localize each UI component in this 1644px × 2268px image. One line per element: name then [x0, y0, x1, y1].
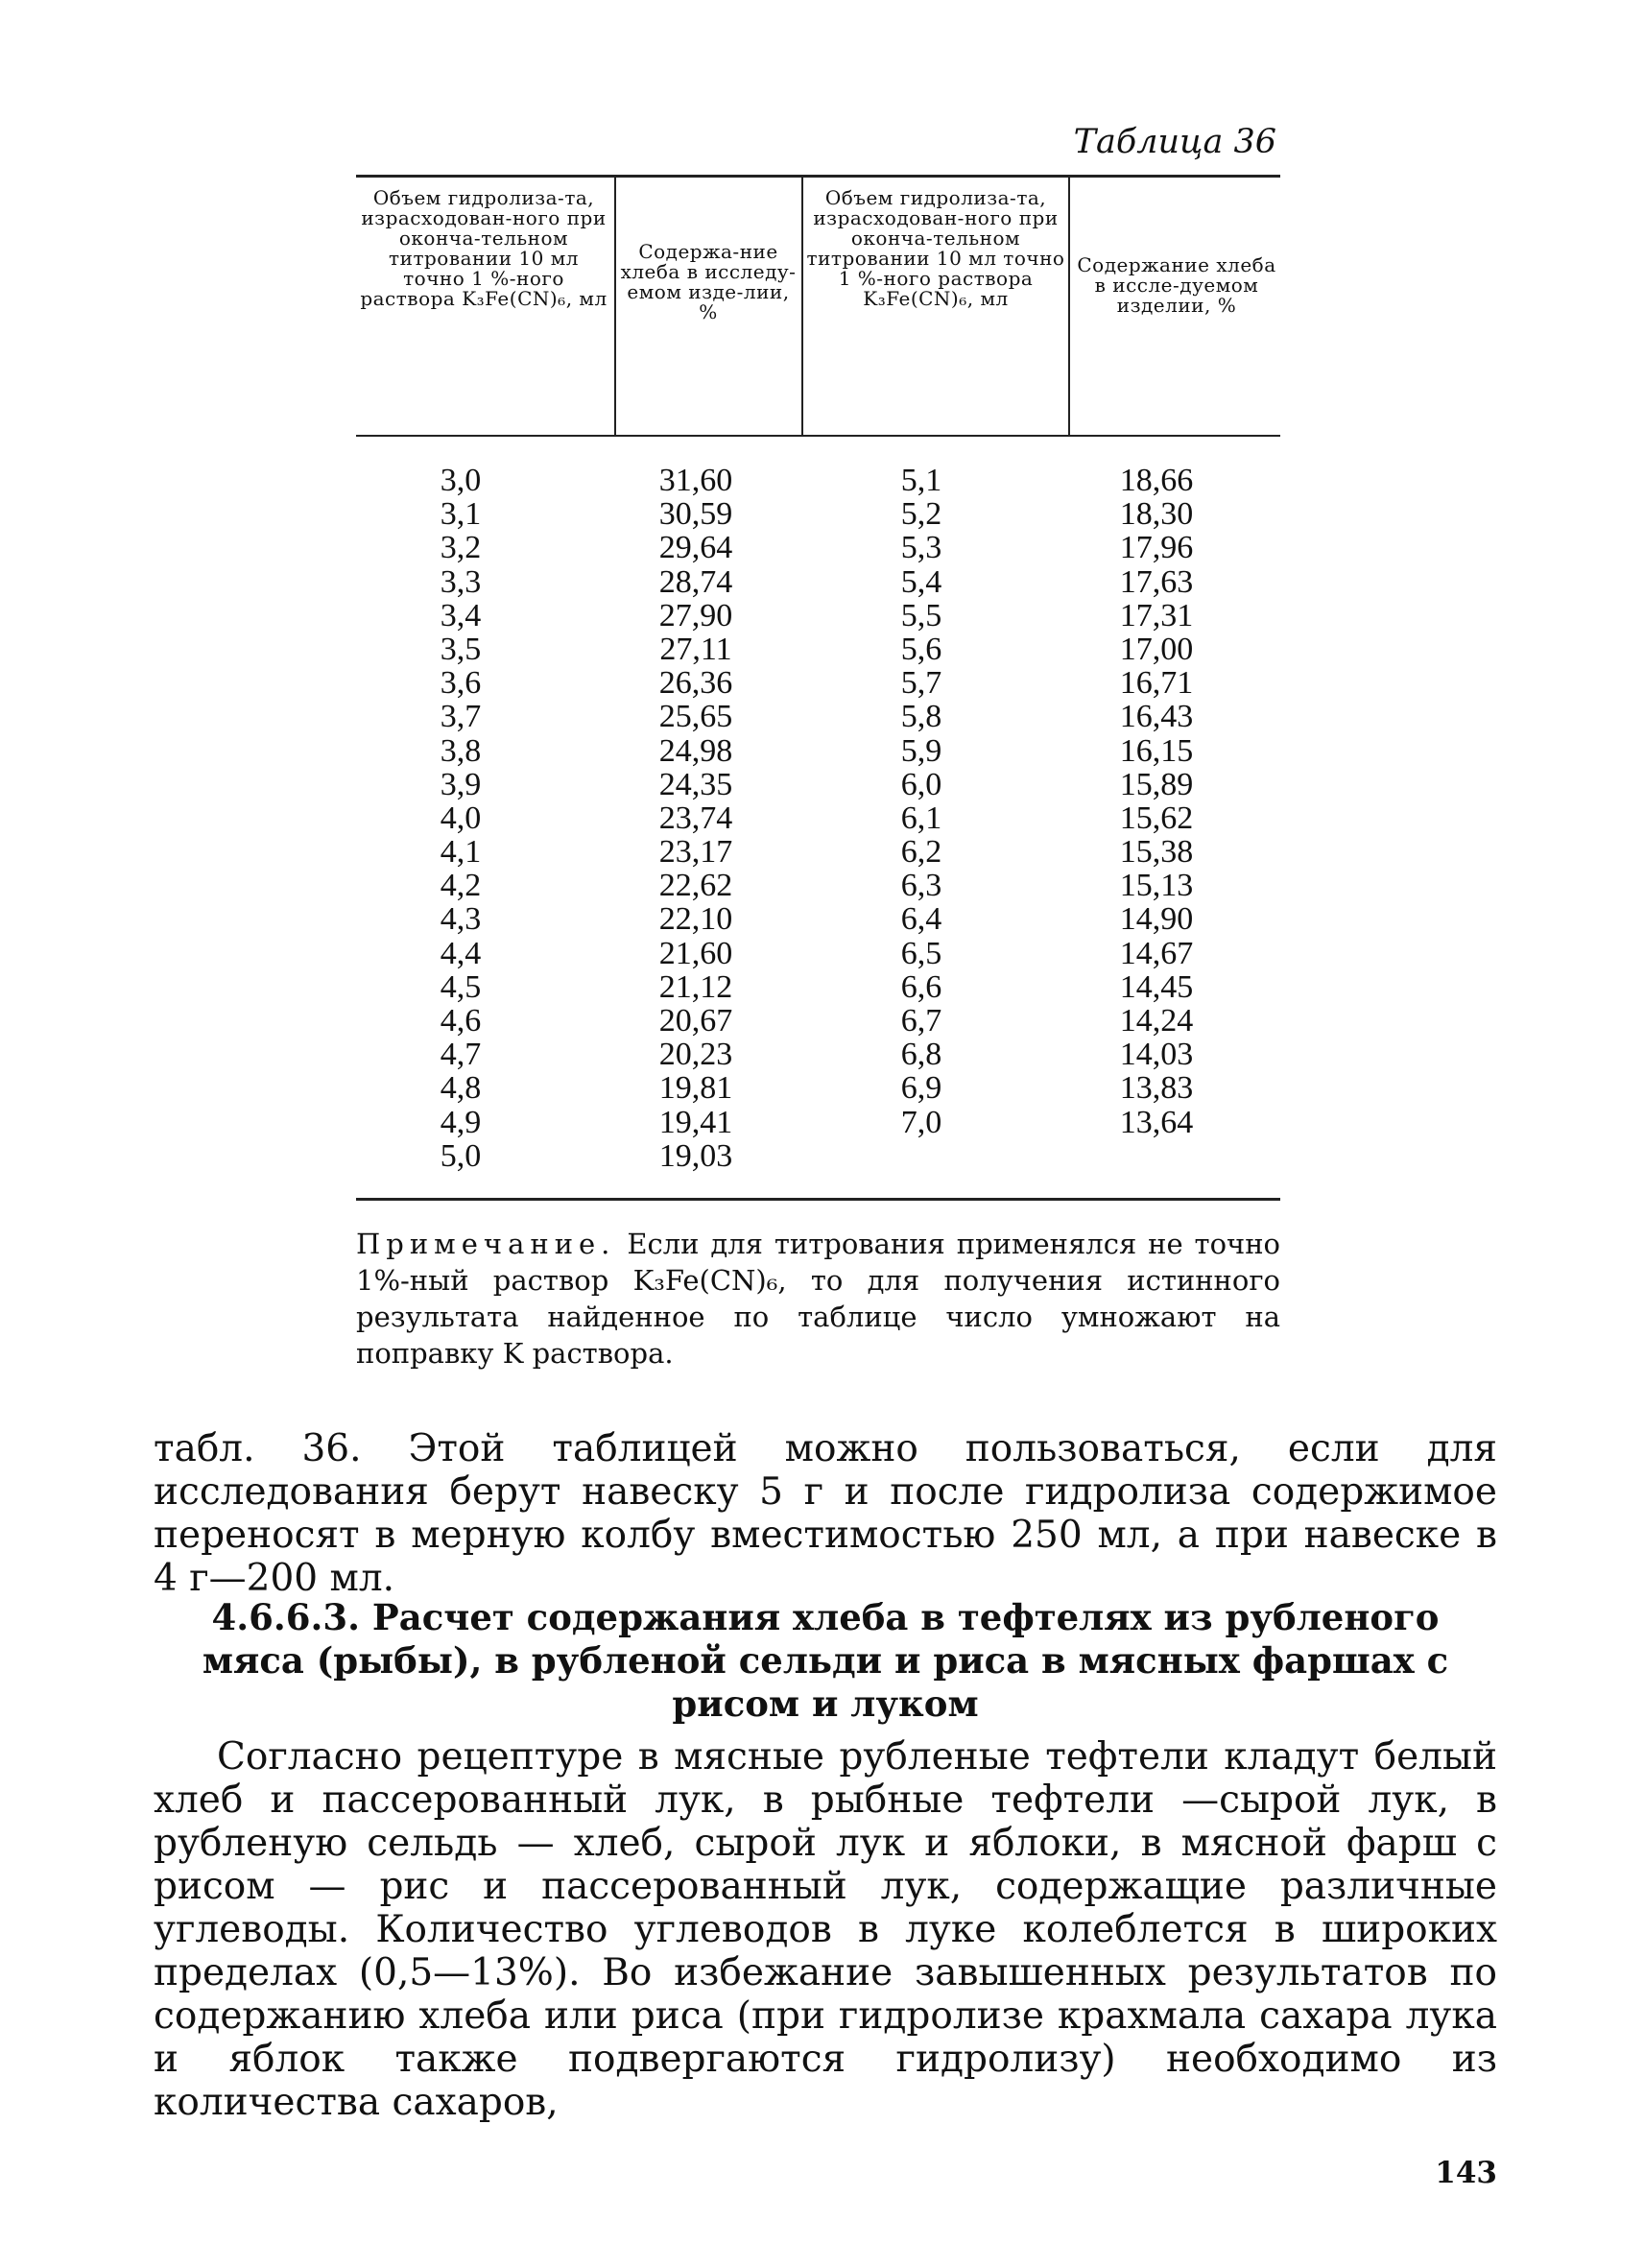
table-cell: 5,2	[900, 496, 942, 533]
table-cell: 3,2	[440, 530, 482, 566]
table-column-3	[864, 464, 979, 1139]
table-cell: 6,7	[900, 1003, 942, 1039]
table-cell: 6,5	[900, 935, 942, 971]
table-cell: 3,6	[440, 665, 482, 702]
table-cell: 16,43	[1119, 699, 1194, 735]
table-cell: 17,96	[1119, 530, 1194, 566]
table-cell: 6,9	[900, 1070, 942, 1107]
table-cell: 17,63	[1119, 563, 1194, 600]
table-cell: 28,74	[658, 563, 733, 600]
table-cell: 14,90	[1119, 901, 1194, 938]
note-label: Примечание.	[356, 1228, 616, 1260]
table-cell: 4,7	[440, 1037, 482, 1073]
table-cell: 20,23	[658, 1037, 733, 1073]
table-column-2	[633, 464, 758, 1173]
table-cell: 17,00	[1119, 631, 1194, 667]
table-cell: 6,6	[900, 968, 942, 1005]
table-cell: 6,4	[900, 901, 942, 938]
table-cell: 4,6	[440, 1003, 482, 1039]
table-cell: 24,98	[658, 732, 733, 769]
table-cell: 5,7	[900, 665, 942, 702]
table-cell: 4,9	[440, 1104, 482, 1140]
table-cell: 3,5	[440, 631, 482, 667]
table-cell: 3,3	[440, 563, 482, 600]
table-cell: 13,64	[1119, 1104, 1194, 1140]
table-note	[356, 1226, 1280, 1372]
table-cell: 22,62	[658, 868, 733, 904]
table-column-4	[1094, 464, 1219, 1139]
table-cell: 5,1	[900, 463, 942, 498]
table-cell: 20,67	[658, 1003, 733, 1039]
table-cell: 5,0	[440, 1137, 482, 1174]
table-header-divider-2	[801, 177, 803, 436]
table-cell: 18,30	[1119, 496, 1194, 533]
table-cell: 23,74	[658, 800, 733, 836]
table-cell: 7,0	[900, 1104, 942, 1140]
table-cell: 14,03	[1119, 1037, 1194, 1073]
table-rule-top	[356, 175, 1280, 178]
table-cell: 15,13	[1119, 868, 1194, 904]
table-cell: 21,12	[658, 968, 733, 1005]
table-cell: 21,60	[658, 935, 733, 971]
table-cell: 3,4	[440, 597, 482, 633]
table-cell: 16,71	[1119, 665, 1194, 702]
table-cell: 4,8	[440, 1070, 482, 1107]
table-header-divider-3	[1068, 177, 1070, 436]
table-header-divider-1	[614, 177, 616, 436]
table-cell: 23,17	[658, 834, 733, 871]
table-cell: 19,41	[658, 1104, 733, 1140]
table-cell: 5,3	[900, 530, 942, 566]
table-cell: 25,65	[658, 699, 733, 735]
table-cell: 5,6	[900, 631, 942, 667]
table-cell: 6,3	[900, 868, 942, 904]
body-paragraph-1: табл. 36. Этой таблицей можно пользоваться, если для исследования берут навеску 5 г и после гидролиза содержимое переносят в мерную колбу вместимостью 250 мл, а при навеске в 4 г—200 мл.	[154, 1427, 1497, 1600]
table-column-1	[403, 464, 518, 1173]
table-cell: 19,81	[658, 1070, 733, 1107]
table-cell: 13,83	[1119, 1070, 1194, 1107]
table-cell: 30,59	[658, 496, 733, 533]
table-cell: 15,89	[1119, 766, 1194, 802]
table-cell: 6,2	[900, 834, 942, 871]
table-cell: 26,36	[658, 665, 733, 702]
table-cell: 3,7	[440, 699, 482, 735]
note-text: Если для титрования применялся не точно 1%-ный раствор K₃Fe(CN)₆, то для получения истинного результата найденное по таблице число умножают на поправку K раствора.	[356, 1228, 1281, 1370]
table-cell: 16,15	[1119, 732, 1194, 769]
table-cell: 14,24	[1119, 1003, 1194, 1039]
table-cell: 27,11	[659, 631, 732, 667]
table-cell: 5,4	[900, 563, 942, 600]
page-number: 143	[1435, 2156, 1497, 2190]
body-paragraph-2: Согласно рецептуре в мясные рубленые тефтели кладут белый хлеб и пассерованный лук, в рыбные тефтели —сырой лук, в рубленую сельдь — хлеб, сырой лук и яблоки, в мясной фарш с рисом — рис и пассерованный лук, содержащие различные углеводы. Количество углеводов в луке колеблется в широких пределах (0,5—13%). Во избежание завышенных результатов по содержанию хлеба или риса (при гидролизе крахмала сахара лука и яблок также подвергаются гидролизу) необходимо из количества сахаров,	[154, 1735, 1497, 2124]
table-header-col4: Содержание хлеба в иссле-дуемом изделии, %	[1077, 253, 1276, 317]
table-rule-mid	[356, 435, 1280, 437]
table-cell: 4,0	[440, 800, 482, 836]
table-header-col2: Содержа-ние хлеба в исследу-емом изде-лии, %	[620, 240, 797, 323]
table-caption: Таблица 36	[1073, 123, 1276, 161]
table-cell: 4,2	[440, 868, 482, 904]
table-cell: 3,8	[440, 732, 482, 769]
table-cell: 19,03	[658, 1137, 733, 1174]
table-cell: 29,64	[658, 530, 733, 566]
table-cell: 5,8	[900, 699, 942, 735]
table-cell: 3,9	[440, 766, 482, 802]
table-cell: 17,31	[1119, 597, 1194, 633]
table-cell: 22,10	[658, 901, 733, 938]
table-cell: 5,9	[900, 732, 942, 769]
table-header-col1: Объем гидролиза-та, израсходован-ного при оконча-тельном титровании 10 мл точно 1 %-ного раствора K₃Fe(CN)₆, мл	[360, 186, 608, 310]
table-cell: 15,38	[1119, 834, 1194, 871]
table-cell: 4,3	[440, 901, 482, 938]
table-cell: 6,1	[900, 800, 942, 836]
table-cell: 6,0	[900, 766, 942, 802]
table-cell: 14,45	[1119, 968, 1194, 1005]
table-cell: 15,62	[1119, 800, 1194, 836]
table-cell: 24,35	[658, 766, 733, 802]
table-cell: 3,1	[440, 496, 482, 533]
section-heading: 4.6.6.3. Расчет содержания хлеба в тефтелях из рубленого мяса (рыбы), в рубленой сельди и риса в мясных фаршах с рисом и луком	[202, 1596, 1449, 1725]
table-cell: 31,60	[658, 463, 733, 498]
table-cell: 6,8	[900, 1037, 942, 1073]
table-cell: 27,90	[658, 597, 733, 633]
table-cell: 4,5	[440, 968, 482, 1005]
table-cell: 4,4	[440, 935, 482, 971]
table-cell: 3,0	[440, 463, 482, 498]
table-cell: 4,1	[440, 834, 482, 871]
table-cell: 18,66	[1119, 463, 1194, 498]
table-header-col3: Объем гидролиза-та, израсходован-ного при оконча-тельном титровании 10 мл точно 1 %-ного раствора K₃Fe(CN)₆, мл	[806, 186, 1065, 310]
table-cell: 14,67	[1119, 935, 1194, 971]
table-rule-bottom	[356, 1198, 1280, 1201]
table-cell: 5,5	[900, 597, 942, 633]
